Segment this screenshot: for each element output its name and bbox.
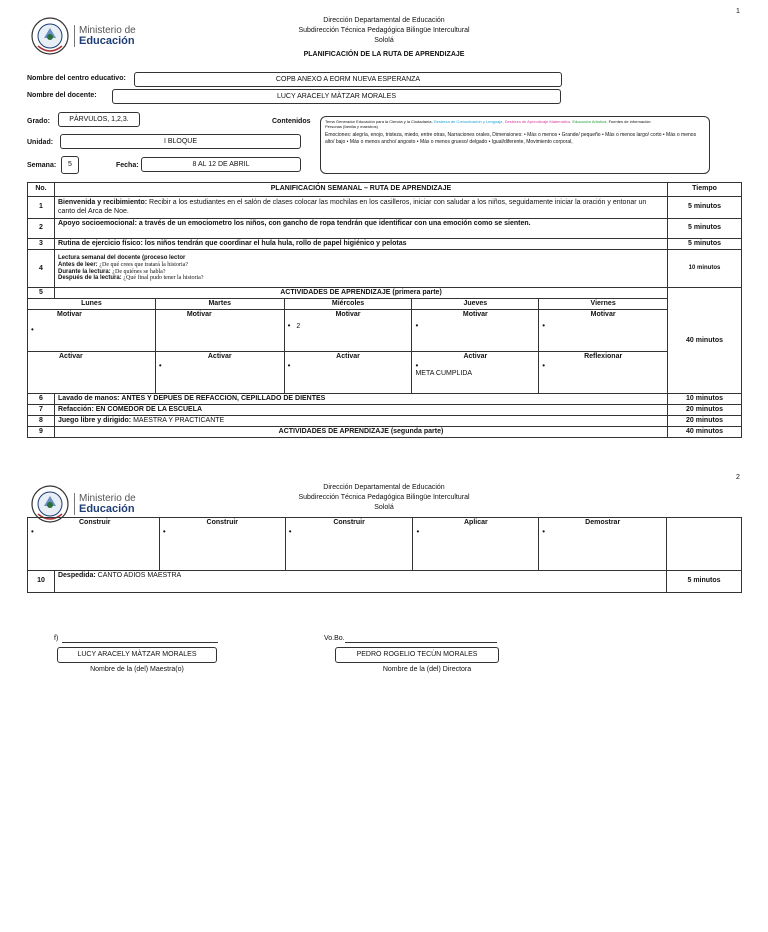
- aplicar-label: Aplicar: [464, 519, 488, 526]
- teacher-signature-line[interactable]: [62, 642, 218, 643]
- row-number: 1: [28, 197, 55, 219]
- docente-label: Nombre del docente:: [27, 92, 97, 99]
- document-header: [234, 16, 534, 60]
- guatemala-seal-icon: [30, 16, 70, 56]
- row-activity: [54, 571, 666, 593]
- contenidos-areas: [325, 119, 705, 124]
- bullet: •: [542, 361, 546, 371]
- teacher-name-box[interactable]: LUCY ARACELY MÀTZAR MORALES: [57, 647, 217, 663]
- construir-label: Construir: [333, 519, 365, 526]
- demostrar-label: Demostrar: [585, 519, 621, 526]
- fecha-field[interactable]: 8 AL 12 DE ABRIL: [141, 157, 301, 172]
- row-activity: [54, 405, 667, 416]
- activity-title: Bienvenida y recibimiento:: [57, 199, 148, 207]
- bullet: •: [416, 527, 420, 537]
- semana-field[interactable]: 5: [61, 156, 79, 174]
- header-line3: Sololá: [374, 37, 394, 44]
- contenidos-fuentes: Personas (familia y maestros): [325, 124, 378, 129]
- reading-after-label: Después de la lectura:: [57, 275, 122, 282]
- activar-label: Activar: [336, 353, 360, 361]
- wed-note: 2: [296, 323, 301, 331]
- row-activity: [54, 197, 667, 219]
- director-name-box[interactable]: PEDRO ROGELIO TECÙN MORALES: [335, 647, 499, 663]
- ministry-line2: Educación: [79, 503, 135, 515]
- row-number: 4: [28, 250, 55, 288]
- row-activity: [54, 394, 667, 405]
- teacher-role: Nombre de la (del) Maestra(o): [90, 666, 184, 673]
- table-row: [28, 250, 742, 288]
- page-number: 1: [736, 8, 740, 15]
- activity-text: ANTES Y DEPUES DE REFACCION, CEPILLADO DE DIENTES: [121, 395, 326, 403]
- contenidos-label: Contenidos: [272, 118, 311, 125]
- director-signature-line[interactable]: [345, 642, 497, 643]
- header-plan: PLANIFICACIÓN SEMANAL – RUTA DE APRENDIZAJE: [54, 183, 667, 197]
- bullet: •: [415, 361, 419, 371]
- construir-row: [28, 518, 742, 571]
- activity-title: Juego libre y dirigido:: [57, 417, 132, 425]
- activar-label: Activar: [463, 353, 488, 361]
- row-activity: [54, 239, 667, 250]
- row-time: 5 minutos: [668, 197, 742, 219]
- page-number: 2: [736, 474, 740, 481]
- row-activity: [54, 416, 667, 427]
- table-row: [28, 288, 742, 299]
- unidad-label: Unidad:: [27, 139, 54, 146]
- construir-label: Construir: [79, 519, 111, 526]
- motivar-row: [28, 310, 742, 352]
- meta-cumplida-text: META CUMPLIDA: [415, 370, 473, 378]
- cell-lunes-activar[interactable]: [28, 352, 156, 394]
- cell-viernes-reflexionar[interactable]: [539, 352, 668, 394]
- reading-after-question: ¿Qué final pudo tener la historia?: [123, 275, 204, 282]
- table-header-row: [28, 183, 742, 197]
- bullet: •: [288, 527, 292, 537]
- area-comunicacion: Destreza de Comunicación y Lenguaje,: [433, 119, 504, 124]
- row-number: 5: [28, 288, 55, 299]
- area-fuentes: Fuentes de información:: [608, 119, 652, 124]
- contenidos-body: Emociones: alegría, enojo, tristeza, miedo, entre otras, Narraciones orales, Dimensiones: • Más o menos • Grande/ pequeño • Más o menos largo/ corto • Más o menos alto/ bajo • Más o menos ancho/ angosto • Más o menos grueso/ delgado • Igual/diferente, Movimiento corporal,: [325, 132, 697, 145]
- table-row: [28, 239, 742, 250]
- activity-text: Recibir a los estudiantes en el salón de clases colocar las mochilas en los casilleros, iniciar con saludar a los niños, seguidamente iniciar la oración y entonar un canto del Arca de Noe.: [57, 199, 647, 215]
- table-row: [28, 394, 742, 405]
- cell-viernes-demostrar[interactable]: [539, 518, 667, 571]
- row-number: 2: [28, 219, 55, 239]
- signature-prefix-vobo: Vo.Bo.: [324, 635, 345, 642]
- header-line2: Subdirección Técnica Pedagógica Bilingüe Intercultural: [298, 27, 470, 34]
- day-jueves: Jueves: [412, 299, 539, 310]
- days-row: [28, 299, 742, 310]
- semana-label: Semana:: [27, 162, 57, 169]
- header-line1: Dirección Departamental de Educación: [323, 17, 445, 24]
- day-lunes: Lunes: [28, 299, 156, 310]
- cell-miercoles-activar[interactable]: [284, 352, 412, 394]
- row-number: 8: [28, 416, 55, 427]
- reading-during-question: ¿De quiénes se habla?: [112, 268, 166, 275]
- fecha-label: Fecha:: [116, 162, 139, 169]
- header-line3: Sololá: [374, 504, 394, 511]
- weekly-plan-table: [27, 182, 742, 438]
- activity-text: CANTO ADIOS MAESTRA: [97, 572, 182, 579]
- activity-text: los niños tendrán que coordinar el hula hula, rollo de papel higiénico y pelotas: [144, 240, 407, 247]
- cell-martes-construir[interactable]: [159, 518, 285, 571]
- director-role: Nombre de la (del) Directora: [382, 666, 472, 673]
- row-number: 9: [28, 427, 55, 438]
- bullet: •: [287, 361, 291, 371]
- ministry-line1: Ministerio de: [79, 493, 136, 504]
- cell-jueves-aplicar[interactable]: [413, 518, 539, 571]
- row-time: 20 minutos: [668, 416, 742, 427]
- reading-before-question: ¿De qué crees que tratará la historia?: [99, 261, 188, 268]
- construir-label: Construir: [206, 519, 239, 526]
- cell-lunes-construir[interactable]: [28, 518, 160, 571]
- row-number: 7: [28, 405, 55, 416]
- table-row: [28, 197, 742, 219]
- reading-title: Lectura semanal del docente (proceso lector: [57, 254, 186, 261]
- row-reading: [54, 250, 667, 288]
- cell-miercoles-construir[interactable]: [285, 518, 413, 571]
- cell-lunes-motivar[interactable]: [28, 310, 156, 352]
- reading-during-label: Durante la lectura:: [57, 268, 111, 275]
- header-line2: Subdirección Técnica Pedagógica Bilingüe Intercultural: [298, 494, 470, 501]
- table-row: [28, 427, 742, 438]
- table-row: [28, 416, 742, 427]
- motivar-label: Motivar: [186, 311, 212, 319]
- row-time: 5 minutos: [668, 219, 742, 239]
- row-activity: [54, 219, 667, 239]
- cell-martes-activar[interactable]: [155, 352, 284, 394]
- grado-label: Grado:: [27, 118, 50, 125]
- document-title: PLANIFICACIÓN DE LA RUTA DE APRENDIZAJE: [303, 51, 465, 58]
- ministry-name: [74, 25, 136, 47]
- reflexionar-label: Reflexionar: [584, 353, 623, 361]
- table-row: [28, 219, 742, 239]
- row-time: 20 minutos: [668, 405, 742, 416]
- day-martes: Martes: [155, 299, 284, 310]
- activar-label: Activar: [59, 353, 83, 361]
- activity-title: Rutina de ejercicio físico:: [57, 240, 143, 247]
- reading-before-label: Antes de leer:: [57, 261, 98, 268]
- area-artistica: Educación Artística,: [572, 119, 608, 124]
- activity-text: a través de un emociometro los niños, con gancho de ropa tendrán que identificar con una emoción como se sienten.: [138, 220, 531, 227]
- weekly-plan-table-continued: [27, 517, 742, 593]
- table-row: [28, 405, 742, 416]
- activity-text: EN COMEDOR DE LA ESCUELA: [95, 406, 203, 414]
- activities-part1-title: ACTIVIDADES DE APRENDIZAJE (primera parte): [54, 288, 667, 299]
- cell-martes-motivar[interactable]: [155, 310, 284, 352]
- cell-viernes-motivar[interactable]: [539, 310, 668, 352]
- motivar-label: Motivar: [462, 311, 488, 319]
- area-matematico: Destreza de Aprendizaje Matemático,: [504, 119, 572, 124]
- row-time: 10 minutos: [668, 394, 742, 405]
- activity-text: MAESTRA Y PRACTICANTE: [133, 417, 225, 425]
- bullet: •: [415, 321, 419, 331]
- motivar-label: Motivar: [335, 311, 361, 319]
- activities-part2-title: ACTIVIDADES DE APRENDIZAJE (segunda parte): [54, 427, 667, 438]
- row-time: 5 minutos: [667, 571, 742, 593]
- header-no: No.: [28, 183, 55, 197]
- grado-field[interactable]: PÀRVULOS, 1,2,3.: [58, 112, 140, 127]
- docente-field[interactable]: LUCY ARACELY MÀTZAR MORALES: [112, 89, 561, 104]
- centro-label: Nombre del centro educativo:: [27, 75, 126, 82]
- centro-field[interactable]: COPB ANEXO A EORM NUEVA ESPERANZA: [134, 72, 562, 87]
- ministry-logo: [30, 16, 136, 56]
- motivar-label: Motivar: [57, 311, 82, 319]
- row-number: 3: [28, 239, 55, 250]
- area-ciencia: Tema Generador Educación para la Ciencia y la Ciudadanía,: [325, 119, 433, 124]
- table-row: [28, 571, 742, 593]
- document-header: [234, 483, 534, 513]
- cell-jueves-motivar[interactable]: [412, 310, 539, 352]
- row-time: 5 minutos: [668, 239, 742, 250]
- bullet: •: [158, 361, 162, 371]
- bullet: •: [542, 527, 546, 537]
- ministry-name: [74, 493, 136, 515]
- header-time: Tiempo: [668, 183, 742, 197]
- bullet: •: [287, 321, 291, 331]
- row-time: 40 minutos: [668, 288, 742, 394]
- day-miercoles: Miércoles: [284, 299, 412, 310]
- activity-title: Apoyo socioemocional:: [57, 220, 137, 227]
- ministry-line1: Ministerio de: [79, 25, 136, 36]
- header-line1: Dirección Departamental de Educación: [323, 484, 445, 491]
- cell-miercoles-motivar[interactable]: [284, 310, 412, 352]
- unidad-field[interactable]: I BLOQUE: [60, 134, 301, 149]
- activity-title: Refacción:: [57, 406, 94, 414]
- cell-time-empty: [667, 518, 742, 571]
- bullet: •: [31, 325, 34, 335]
- activity-title: Despedida:: [57, 572, 96, 579]
- row-number: 6: [28, 394, 55, 405]
- row-number: 10: [28, 571, 55, 593]
- day-viernes: Viernes: [539, 299, 668, 310]
- bullet: •: [162, 527, 166, 537]
- bullet: •: [542, 321, 546, 331]
- motivar-label: Motivar: [590, 311, 616, 319]
- contenidos-box[interactable]: [320, 116, 710, 174]
- bullet: •: [31, 527, 34, 537]
- activar-row: [28, 352, 742, 394]
- activar-label: Activar: [207, 353, 232, 361]
- activity-title: Lavado de manos:: [57, 395, 120, 403]
- ministry-line2: Educación: [79, 35, 135, 47]
- row-time: 40 minutos: [668, 427, 742, 438]
- signature-prefix-f: f): [54, 635, 59, 642]
- row-time: 10 minutos: [668, 250, 742, 288]
- cell-jueves-activar[interactable]: [412, 352, 539, 394]
